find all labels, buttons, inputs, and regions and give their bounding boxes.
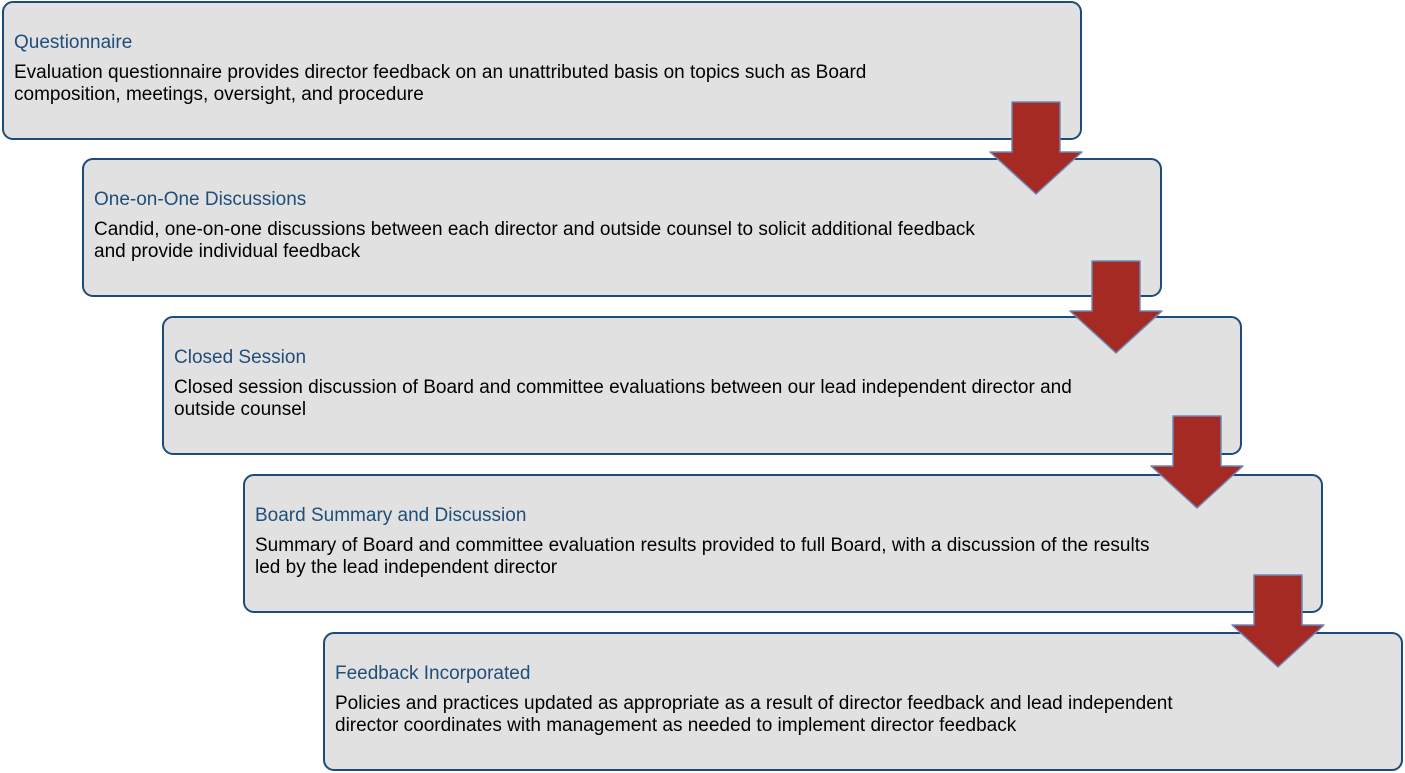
step-title: Closed Session bbox=[174, 347, 307, 368]
down-arrow-icon bbox=[1150, 415, 1244, 509]
step-description: Evaluation questionnaire provides director feedback on an unattributed basis on topics such as Board composition, meetings, oversight, and procedure bbox=[14, 62, 867, 105]
step-description: Policies and practices updated as appropriate as a result of director feedback and lead independent director coordinates with management as needed to implement director feedback bbox=[335, 693, 1173, 736]
down-arrow-icon bbox=[989, 101, 1083, 195]
down-arrow-icon bbox=[1069, 260, 1163, 354]
step-description: Summary of Board and committee evaluation results provided to full Board, with a discussion of the results led by the lead independent director bbox=[255, 535, 1150, 578]
down-arrow-icon bbox=[1231, 574, 1325, 668]
step-description: Candid, one-on-one discussions between each director and outside counsel to solicit additional feedback and provide individual feedback bbox=[94, 219, 975, 262]
step-box-questionnaire bbox=[2, 1, 1082, 140]
step-title: Board Summary and Discussion bbox=[255, 505, 527, 526]
step-title: Questionnaire bbox=[14, 32, 133, 53]
step-title: Feedback Incorporated bbox=[335, 663, 531, 684]
step-description: Closed session discussion of Board and committee evaluations between our lead independent director and outside counsel bbox=[174, 377, 1072, 420]
step-title: One-on-One Discussions bbox=[94, 189, 307, 210]
